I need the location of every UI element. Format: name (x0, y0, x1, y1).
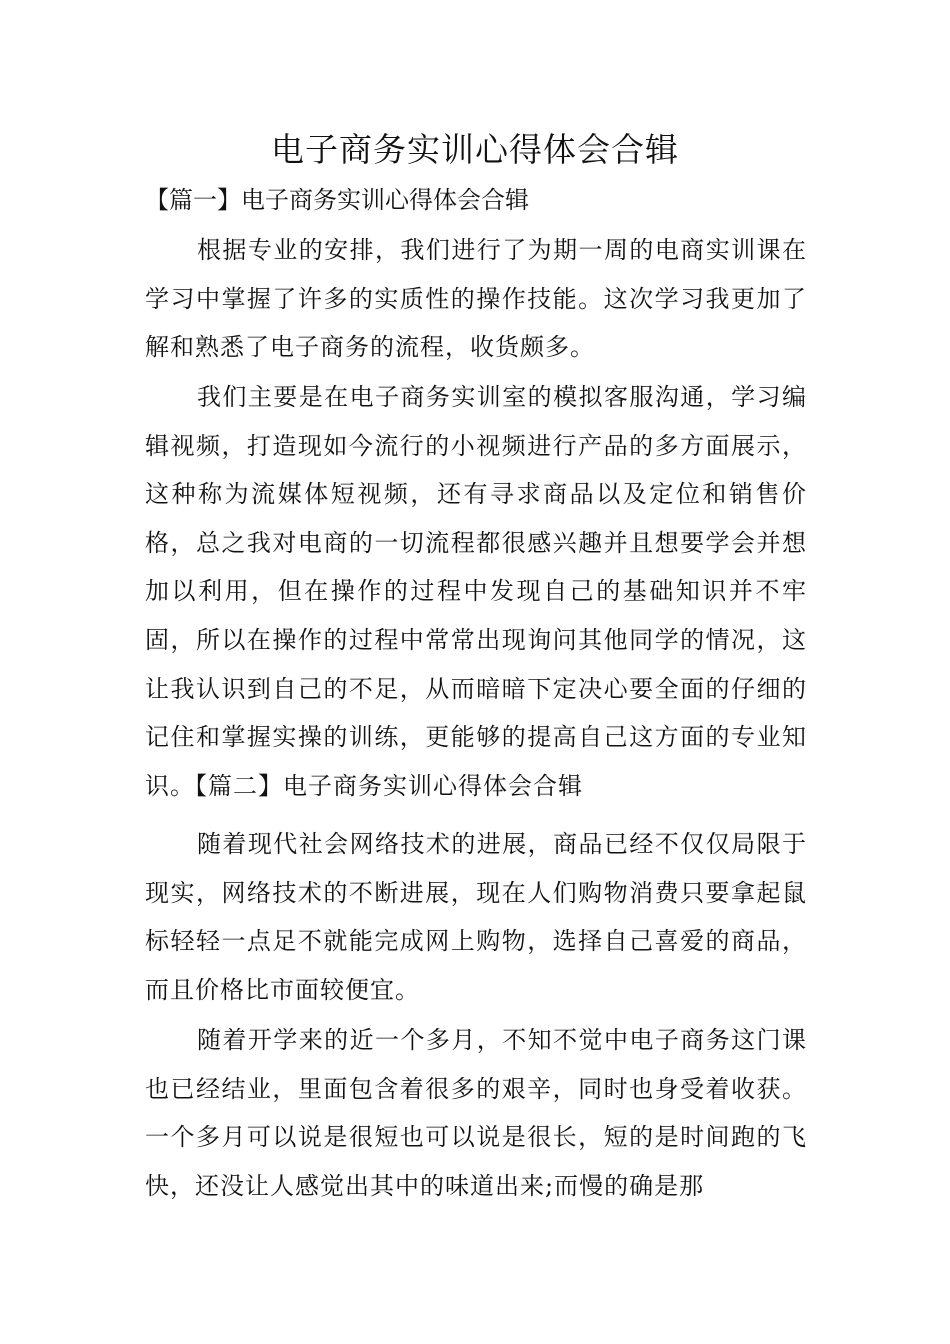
paragraph: 随着现代社会网络技术的进展，商品已经不仅仅局限于现实，网络技术的不断进展，现在人们购物消费只要拿起鼠标轻轻一点足不就能完成网上购物，选择自己喜爱的商品，而且价格比市面较便宜。 (145, 830, 807, 1004)
section-heading: 【篇一】电子商务实训心得体会合辑 (145, 186, 529, 214)
paragraph: 我们主要是在电子商务实训室的模拟客服沟通，学习编辑视频，打造现如今流行的小视频进行产品的多方面展示，这种称为流媒体短视频，还有寻求商品以及定位和销售价格，总之我对电商的一切流程都很感兴趣并且想要学会并想加以利用，但在操作的过程中发现自己的基础知识并不牢固，所以在操作的过程中常常出现询问其他同学的情况，这让我认识到自己的不足，从而暗暗下定决心要全面的仔细的记住和掌握实操的训练，更能够的提高自己这方面的专业知识。【篇二】电子商务实训心得体会合辑 (145, 383, 807, 800)
paragraph: 随着开学来的近一个多月，不知不觉中电子商务这门课也已经结业，里面包含着很多的艰辛，同时也身受着收获。一个多月可以说是很短也可以说是很长，短的是时间跑的飞快，还没让人感觉出其中的味道出来;而慢的确是那 (145, 1026, 807, 1200)
document-title: 电子商务实训心得体会合辑 (271, 130, 679, 169)
paragraph: 根据专业的安排，我们进行了为期一周的电商实训课在学习中掌握了许多的实质性的操作技能。这次学习我更加了解和熟悉了电子商务的流程，收货颇多。 (145, 236, 807, 362)
